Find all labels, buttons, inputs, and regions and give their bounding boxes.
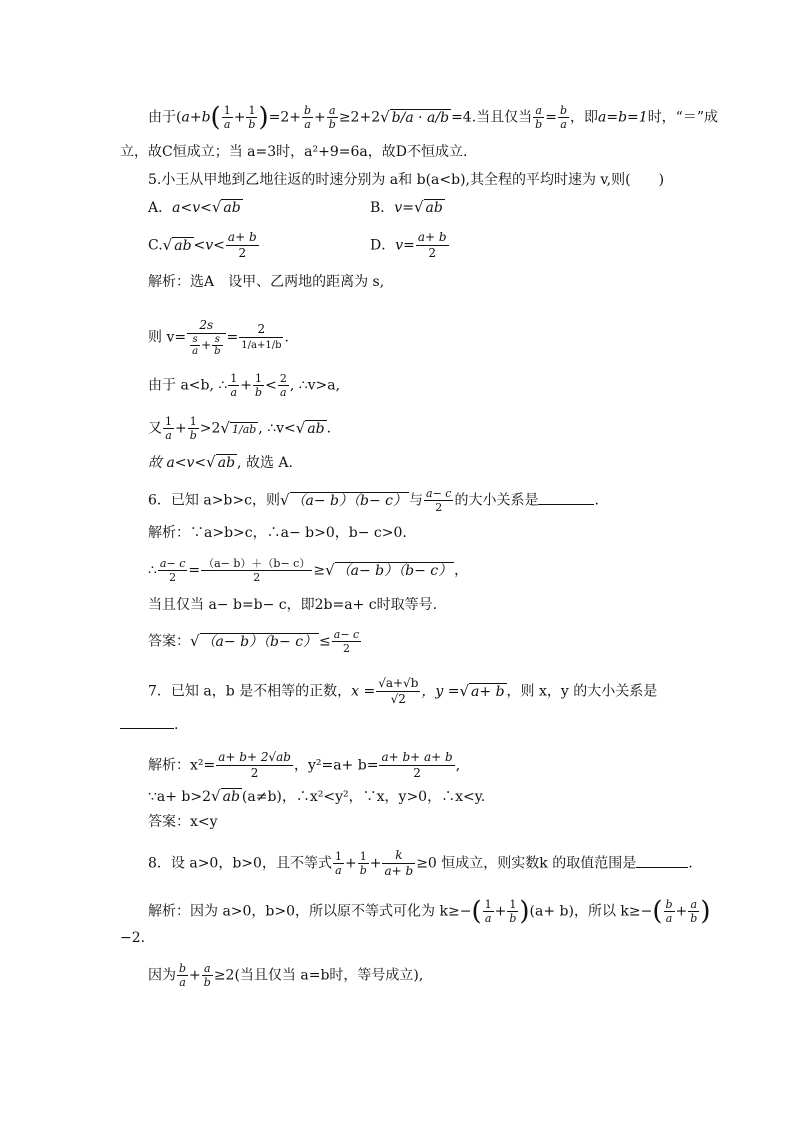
solution-8-line-2: −2.	[120, 930, 146, 946]
fraction: $\frac{1}{a}$	[230, 372, 238, 399]
text: ≤	[319, 633, 331, 650]
solution-7-line-1	[148, 750, 460, 781]
solution-6-line-2	[148, 557, 468, 584]
text: 的大小关系是	[454, 492, 539, 509]
fraction: $\frac{a+ b}{2}$	[417, 230, 447, 260]
sqrt: √ ab	[211, 787, 240, 805]
text: >2	[199, 420, 221, 437]
label: D．	[370, 237, 396, 254]
text: ，则 x，y 的大小关系是	[506, 683, 658, 700]
label: C.	[148, 237, 163, 254]
sqrt: √ 1/ab	[220, 418, 257, 437]
fraction: $\frac{b}{a}$	[665, 898, 673, 925]
text: 与	[409, 492, 424, 509]
solution-5-line-2	[148, 318, 289, 357]
text: ∴	[148, 562, 157, 579]
fraction: $\frac{1}{a}$	[334, 850, 342, 877]
fraction: $\frac{1}{b}$	[255, 372, 263, 399]
text: 时，“＝”成	[647, 109, 719, 126]
question-7	[148, 676, 657, 707]
text: .	[174, 717, 179, 733]
text: =2+	[268, 109, 301, 126]
text: x =	[351, 683, 376, 700]
fraction: $\frac{1}{b}$	[509, 898, 517, 925]
text: v=	[395, 237, 415, 254]
sqrt: √ a+ b	[459, 681, 505, 700]
fraction: $\frac{(a- b)+(b- c)}{2}$	[203, 557, 311, 584]
text: +	[344, 855, 357, 872]
fraction: $\frac{2}{a}$	[279, 372, 287, 399]
paren: (	[471, 896, 482, 927]
paren: (	[652, 896, 663, 927]
text: 因为	[148, 967, 176, 984]
fraction: $\frac{1}{b}$	[189, 415, 197, 442]
text: 则 v=	[148, 329, 187, 346]
text: , ∴v<	[258, 420, 296, 437]
text: , ∴v>a,	[289, 377, 341, 394]
text: <v<	[193, 237, 225, 254]
text: 由于 a<b, ∴	[148, 377, 228, 394]
fraction: $\frac{a+ b}{2}$	[227, 230, 257, 260]
answer-blank	[636, 853, 688, 868]
answer-6	[148, 628, 362, 655]
solution-5-line-5	[148, 452, 293, 473]
text: +	[494, 903, 507, 920]
text: 6．已知 a>b>c，则	[148, 492, 280, 509]
option-a	[148, 197, 243, 218]
text: <	[265, 377, 277, 394]
text: 解析：x²=	[148, 757, 216, 774]
solution-7-line-2	[148, 786, 485, 807]
text: ，y =	[421, 683, 460, 700]
answer-blank	[538, 490, 594, 505]
text: ≥	[313, 562, 326, 579]
sqrt: √ ab	[295, 418, 325, 437]
label: B．	[370, 200, 395, 216]
text: (a≠b)，∴x²<y²，∵x，y>0，∴x<y.	[241, 789, 486, 805]
paren: )	[258, 102, 269, 133]
fraction: $\frac{1}{b}$	[359, 850, 367, 877]
sqrt: √ b/a · a/b	[380, 107, 450, 126]
text-line-2: 立，故C恒成立；当 a=3时，a²+9=6a，故D不恒成立.	[120, 144, 468, 160]
text: 7．已知 a，b 是不相等的正数，	[148, 683, 352, 700]
text: a<v<	[172, 200, 212, 216]
fraction: $\frac{a}{b}$	[328, 104, 336, 131]
text: .	[326, 420, 332, 437]
text: +	[240, 377, 253, 394]
fraction: $\frac{2}{1/a+1/b}$	[241, 322, 282, 351]
text: +	[369, 855, 382, 872]
question-5: 5.小王从甲地到乙地往返的时速分别为 a和 b(a<b),其全程的平均时速为 v,则( )	[148, 172, 665, 188]
text: +	[189, 109, 202, 126]
paren: )	[519, 896, 530, 927]
fraction: $\frac{a+ b+ 2√ab}{2}$	[218, 750, 291, 780]
text: (a+ b)，所以 k≥−	[529, 903, 653, 920]
text: a	[181, 109, 190, 126]
fraction: 2s $\frac{s}{a}$ + $\frac{s}{b}$	[187, 318, 225, 357]
answer-blank	[120, 714, 174, 729]
fraction: $\frac{b}{a}$	[559, 104, 567, 131]
solution-5: 解析：选A 设甲、乙两地的距离为 s,	[148, 274, 385, 290]
text: =	[545, 109, 557, 126]
fraction: $\frac{1}{a}$	[484, 898, 492, 925]
sqrt: √ ab	[413, 198, 443, 216]
sqrt: √ （a− b）（b− c）	[325, 560, 453, 579]
fraction: $\frac{a- c}{2}$	[159, 557, 186, 584]
text: 由于(	[148, 109, 182, 126]
question-6	[148, 487, 599, 514]
solution-8-line-1	[148, 898, 710, 925]
fraction: $\frac{a- c}{2}$	[426, 487, 452, 514]
text: ，	[454, 562, 469, 579]
fraction: $\frac{a+ b+ a+ b}{2}$	[381, 750, 453, 780]
sqrt: √ （a− b）（b− c）	[279, 490, 408, 509]
text: ≥0 恒成立，则实数k 的取值范围是	[416, 855, 637, 872]
text: ≥2+2	[338, 109, 381, 126]
text: a=b=1	[598, 109, 648, 126]
text-line-1	[148, 104, 718, 131]
text: v=	[394, 200, 414, 216]
solution-6-line-3: 当且仅当 a− b=b− c，即2b=a+ c时取等号.	[148, 597, 438, 613]
sqrt: √ ab	[162, 235, 192, 254]
text: =4.当且仅当	[451, 109, 533, 126]
paren: )	[700, 896, 711, 927]
text: +	[175, 420, 187, 437]
fraction: $\frac{a}{b}$	[203, 962, 211, 989]
solution-5-line-3	[148, 372, 340, 399]
text: .	[284, 329, 289, 346]
text: b	[201, 109, 211, 126]
option-d	[370, 230, 450, 261]
option-b	[370, 197, 445, 218]
fraction: $\frac{a}{b}$	[535, 104, 543, 131]
sqrt: √ ab	[211, 198, 241, 216]
text: +	[675, 903, 688, 920]
fraction: $\frac{a- c}{2}$	[333, 628, 360, 655]
option-c	[148, 230, 260, 261]
fraction: $\frac{1}{a}$	[223, 104, 231, 131]
label: A．	[148, 200, 173, 216]
answer-7: 答案：x<y	[148, 814, 218, 830]
text: 8．设 a>0，b>0，且不等式	[148, 855, 332, 872]
fraction: $\frac{k}{a+ b}$	[384, 848, 414, 878]
fraction: $\frac{b}{a}$	[179, 962, 187, 989]
sqrt: √ （a− b）（b− c）	[190, 631, 318, 650]
text: .	[594, 492, 599, 509]
text: , 故选 A.	[237, 455, 293, 471]
text: ≥2(当且仅当 a=b时，等号成立),	[213, 967, 424, 984]
text: .	[688, 855, 693, 872]
text: ，y²=a+ b=	[293, 757, 379, 774]
text: ∵a+ b>2	[148, 789, 212, 805]
solution-5-line-4	[148, 415, 331, 442]
text: +	[233, 109, 246, 126]
solution-8-line-3	[148, 962, 423, 989]
question-8	[148, 848, 693, 879]
fraction: $\frac{b}{a}$	[304, 104, 312, 131]
question-7-line-2	[120, 714, 178, 735]
solution-6-line-1: 解析：∵a>b>c，∴a− b>0，b− c>0.	[148, 525, 407, 541]
fraction: $\frac{√a+√b}{√2}$	[378, 676, 419, 706]
fraction: $\frac{a}{b}$	[690, 898, 698, 925]
text: 答案：	[148, 633, 190, 650]
text: 故 a<v<	[148, 455, 207, 471]
text: +	[189, 967, 201, 984]
text: =	[188, 562, 201, 579]
text: 解析：因为 a>0，b>0，所以原不等式可化为 k≥−	[148, 903, 472, 920]
text: +	[314, 109, 326, 126]
sqrt: √ ab	[206, 453, 236, 471]
paren: (	[210, 102, 221, 133]
text: ,	[455, 757, 461, 774]
text: 又	[148, 420, 162, 437]
fraction: $\frac{1}{a}$	[165, 415, 172, 442]
text: ，即	[570, 109, 598, 126]
text: =	[226, 329, 239, 346]
fraction: $\frac{1}{b}$	[248, 104, 256, 131]
